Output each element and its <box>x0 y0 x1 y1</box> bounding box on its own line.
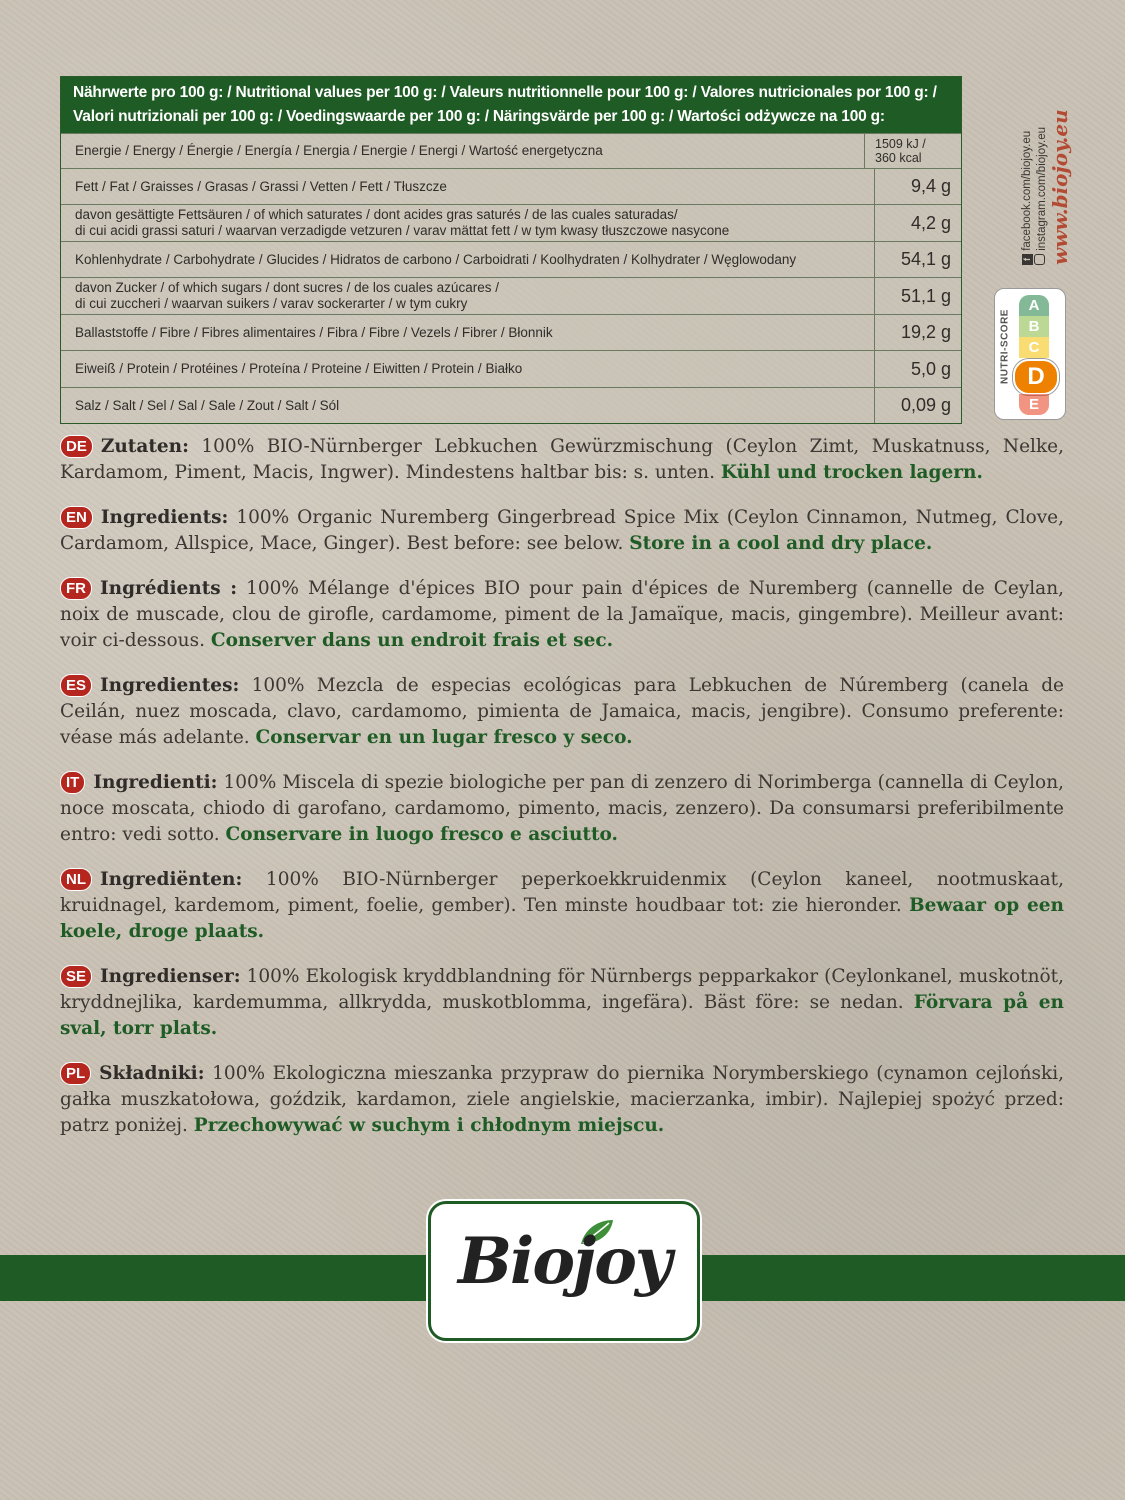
ingredients-heading: Ingredients: <box>100 507 229 528</box>
facebook-icon: f <box>1022 254 1033 265</box>
ingredients-en <box>60 505 1064 557</box>
nutrient-label: Energie / Energy / Énergie / Energía / Energia / Energie / Energi / Wartość energetyczna <box>75 143 603 158</box>
language-badge-pl: PL <box>60 1062 91 1085</box>
ingredients-fr <box>60 576 1064 654</box>
ingredients-es <box>60 673 1064 751</box>
ingredients-heading: Ingredientes: <box>100 675 240 696</box>
ingredients-it <box>60 770 1064 848</box>
storage-instruction: Bewaar op een koele, droge plaats. <box>60 895 1064 942</box>
nutrient-value: 51,1 g <box>900 285 951 306</box>
nutrition-header-line-2: Valori nutrizionali per 100 g: / Voedingswaarde per 100 g: / Näringsvärde per 100 g: / Wartości odżywcze na 100 g: <box>73 108 885 125</box>
ingredients-section <box>60 434 1064 1158</box>
instagram-icon <box>1034 254 1045 265</box>
storage-instruction: Przechowywać w suchym i chłodnym miejscu. <box>193 1115 665 1136</box>
ingredients-text: 100% Organic Nuremberg Gingerbread Spice Mix (Ceylon Cinnamon, Nutmeg, Clove, Cardamom, Allspice, Mace, Ginger). Best before: see below. <box>60 507 1064 554</box>
ingredients-pl <box>60 1061 1064 1139</box>
ingredients-heading: Ingredienti: <box>93 772 218 793</box>
storage-instruction: Store in a cool and dry place. <box>629 533 933 554</box>
ingredients-heading: Ingredienser: <box>100 966 241 987</box>
nutri-score-grade-a: A <box>1019 295 1049 316</box>
language-badge-nl: NL <box>60 868 92 891</box>
social-links <box>1020 75 1072 265</box>
storage-instruction: Förvara på en sval, torr plats. <box>60 992 1064 1039</box>
nutrition-row-fat <box>61 168 961 204</box>
website-link[interactable]: www.biojoy.eu <box>1048 109 1072 265</box>
nutrient-label: Eiweiß / Protein / Protéines / Proteína / Proteine / Eiwitten / Protein / Białko <box>75 361 523 376</box>
ingredients-text: 100% BIO-Nürnberger peperkoekkruidenmix (Ceylon kaneel, nootmuskaat, kruidnagel, kardemom, piment, foelie, gember). Ten minste houdbaar tot: zie hieronder. <box>60 869 1064 916</box>
brand-logo <box>428 1201 700 1341</box>
nutrition-table <box>60 76 962 424</box>
nutrient-value: 1509 kJ / <box>875 137 926 151</box>
nutri-score-grade-b: B <box>1019 316 1049 337</box>
language-badge-fr: FR <box>60 577 92 600</box>
storage-instruction: Conservare in luogo fresco e asciutto. <box>225 824 618 845</box>
nutri-score <box>994 288 1066 420</box>
nutrition-row-protein <box>61 350 961 387</box>
nutrition-header <box>61 77 961 133</box>
storage-instruction: Conserver dans un endroit frais et sec. <box>210 630 614 651</box>
nutrition-row-sugars <box>61 277 961 314</box>
ingredients-text: 100% Mezcla de especias ecológicas para Lebkuchen de Núremberg (canela de Ceilán, nuez moscada, clavo, cardamomo, pimienta de Jamaica, macis, jengibre). Consumo preferente: véase más adelante. <box>60 675 1064 748</box>
language-badge-it: IT <box>60 771 85 794</box>
nutrient-value: 4,2 g <box>910 212 951 233</box>
nutrition-row-energy <box>61 133 961 168</box>
nutrient-label: Kohlenhydrate / Carbohydrate / Glucides / Hidratos de carbono / Carboidrati / Koolhydraten / Kolhydrater / Węglowodany <box>75 251 797 267</box>
nutrient-value: 9,4 g <box>910 176 951 196</box>
ingredients-text: 100% Mélange d'épices BIO pour pain d'épices de Nuremberg (cannelle de Ceylan, noix de muscade, clou de girofle, cardamome, piment de la Jamaïque, macis, gingembre). Meilleur avant: voir ci-dessous. <box>60 578 1064 651</box>
facebook-link[interactable]: facebook.com/biojoy.eu <box>1021 130 1033 251</box>
language-badge-se: SE <box>60 965 92 988</box>
nutrient-value: 19,2 g <box>900 322 951 342</box>
ingredients-se <box>60 964 1064 1042</box>
nutrient-label: davon gesättigte Fettsäuren / of which saturates / dont acides gras saturés / de las cuales saturadas/ <box>75 207 678 222</box>
nutrient-value-secondary: 360 kcal <box>875 151 922 165</box>
nutrient-label: davon Zucker / of which sugars / dont sucres / de los cuales azúcares / <box>75 280 499 295</box>
nutrition-row-saturates <box>61 204 961 241</box>
storage-instruction: Conservar en un lugar fresco y seco. <box>255 727 633 748</box>
nutri-score-grade-c: C <box>1019 337 1049 358</box>
nutri-score-grade-d: D <box>1013 359 1059 395</box>
ingredients-heading: Składniki: <box>99 1063 205 1084</box>
language-badge-en: EN <box>60 506 93 529</box>
language-badge-es: ES <box>60 674 92 697</box>
ingredients-de <box>60 434 1064 486</box>
nutrition-row-carbohydrate <box>61 241 961 277</box>
nutri-score-grade-e: E <box>1019 394 1049 415</box>
nutrition-header-line-1: Nährwerte pro 100 g: / Nutritional values per 100 g: / Valeurs nutritionnelle pour 100 g: / Valores nutricionales por 100 g: / <box>73 84 937 101</box>
nutrient-label-line-2: di cui acidi grassi saturi / waarvan verzadigde vetzuren / varav mättat fett / w tym kwasy tłuszczowe nasycone <box>75 223 730 238</box>
ingredients-text: 100% Ekologisk kryddblandning för Nürnbergs pepparkakor (Ceylonkanel, muskotnöt, kryddnejlika, kardemumma, allkrydda, muskotblomma, ingefära). Bäst före: se nedan. <box>60 966 1064 1013</box>
nutrient-value: 5,0 g <box>910 358 951 379</box>
ingredients-heading: Zutaten: <box>100 436 189 457</box>
ingredients-text: 100% BIO-Nürnberger Lebkuchen Gewürzmischung (Ceylon Zimt, Muskatnuss, Nelke, Kardamom, Piment, Macis, Ingwer). Mindestens haltbar bis: s. unten. <box>60 436 1064 483</box>
nutrient-label: Salz / Salt / Sel / Sal / Sale / Zout / Salt / Sól <box>75 397 340 413</box>
nutri-score-label: NUTRI-SCORE <box>999 309 1011 384</box>
nutrient-value: 54,1 g <box>900 249 951 269</box>
language-badge-de: DE <box>60 435 93 458</box>
ingredients-nl <box>60 867 1064 945</box>
instagram-link[interactable]: instagram.com/biojoy.eu <box>1036 127 1048 251</box>
nutrient-value: 0,09 g <box>900 395 951 415</box>
nutrition-row-fibre <box>61 314 961 350</box>
nutrition-row-salt <box>61 387 961 423</box>
ingredients-text: 100% Miscela di spezie biologiche per pan di zenzero di Norimberga (cannella di Ceylon, noce moscata, chiodo di garofano, cardamomo, pimento, macis, zenzero). Da consumarsi preferibilmente entro: vedi sotto. <box>60 772 1064 845</box>
nutrient-label: Ballaststoffe / Fibre / Fibres alimentaires / Fibra / Fibre / Vezels / Fibrer / Błonnik <box>75 324 553 340</box>
ingredients-text: 100% Ekologiczna mieszanka przypraw do piernika Norymberskiego (cynamon cejloński, gałka muszkatołowa, goździk, kardamon, ziele angielskie, macierzanka, imbir). Najlepiej spożyć przed: patrz poniżej. <box>60 1063 1064 1136</box>
storage-instruction: Kühl und trocken lagern. <box>720 462 983 483</box>
nutrient-label: Fett / Fat / Graisses / Grasas / Grassi / Vetten / Fett / Tłuszcze <box>75 178 447 194</box>
logo-text: Biojoy <box>457 1224 671 1299</box>
ingredients-heading: Ingrédients : <box>100 578 238 599</box>
nutrient-label-line-2: di cui zuccheri / waarvan suikers / varav sockerarter / w tym cukry <box>75 296 468 311</box>
ingredients-heading: Ingrediënten: <box>100 869 243 890</box>
